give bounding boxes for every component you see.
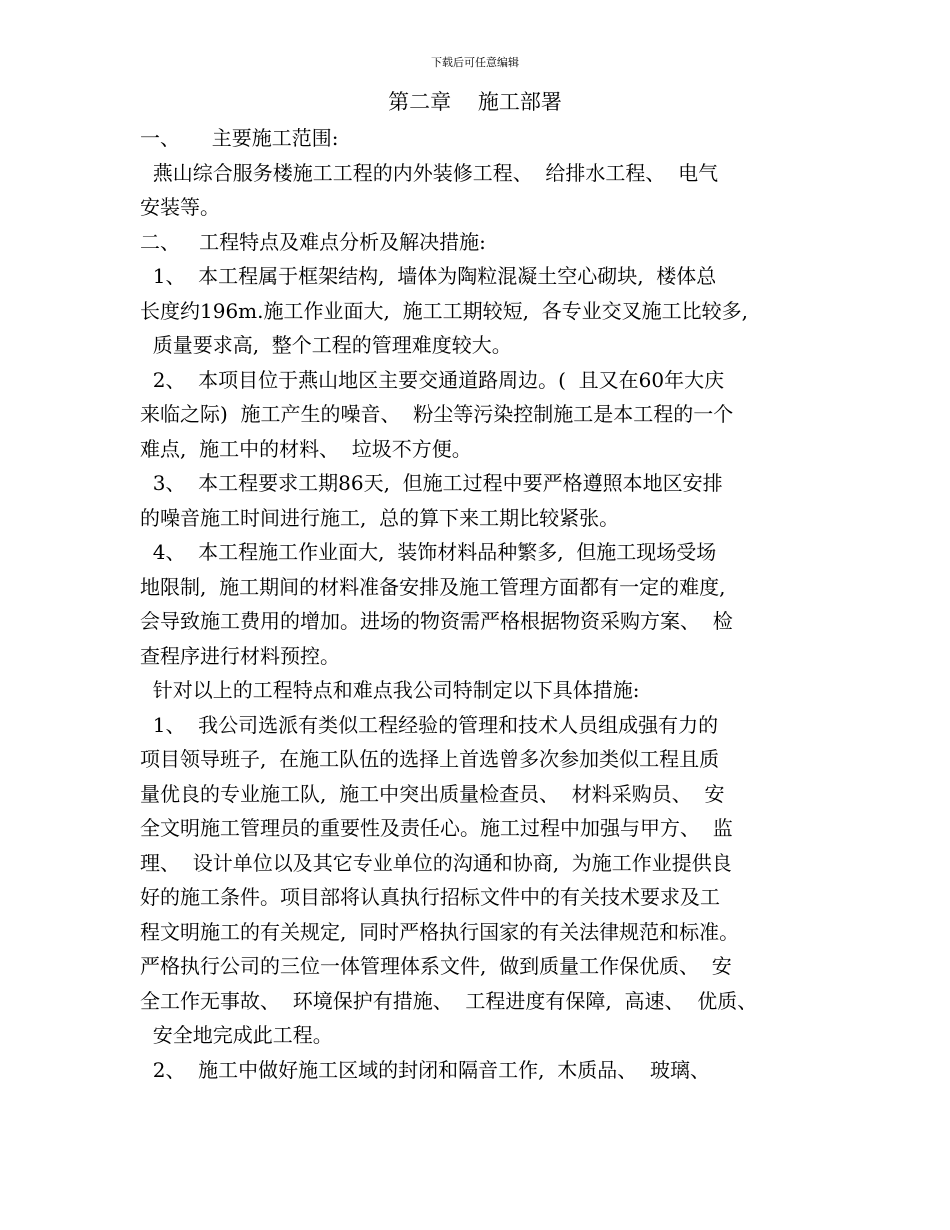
- text-line: 长度约196m.施工作业面大, 施工工期较短, 各专业交叉施工比较多,: [140, 298, 748, 323]
- text-line: 会导致施工费用的增加。进场的物资需严格根据物资采购方案、 检: [140, 609, 733, 633]
- text-line: 燕山综合服务楼施工工程的内外装修工程、 给排水工程、 电气: [140, 160, 719, 185]
- text-line: 二、 工程特点及难点分析及解决措施:: [140, 229, 486, 254]
- body-text: [140, 121, 830, 1087]
- text-line: 好的施工条件。项目部将认真执行招标文件中的有关技术要求及工: [140, 885, 720, 909]
- text-line: 程文明施工的有关规定, 同时严格执行国家的有关法律规范和标准。: [140, 919, 740, 944]
- text-line: 质量要求高, 整个工程的管理难度较大。: [140, 333, 512, 357]
- text-line: 4、 本工程施工作业面大, 装饰材料品种繁多, 但施工现场受场: [140, 540, 717, 564]
- text-line: 1、 本工程属于框架结构, 墙体为陶粒混凝土空心砌块, 楼体总: [140, 264, 717, 288]
- text-line: 1、 我公司选派有类似工程经验的管理和技术人员组成强有力的: [140, 712, 719, 737]
- text-line: 项目领导班子, 在施工队伍的选择上首选曾多次参加类似工程且质: [140, 747, 720, 771]
- text-line: 安全地完成此工程。: [140, 1023, 333, 1047]
- chapter-title: 第二章 施工部署: [388, 90, 562, 114]
- text-line: 3、 本工程要求工期86天, 但施工过程中要严格遵照本地区安排: [140, 471, 723, 495]
- text-line: 查程序进行材料预控。: [140, 643, 340, 668]
- header-note: 下载后可任意编辑: [431, 56, 519, 69]
- text-line: 全工作无事故、 环境保护有措施、 工程进度有保障, 高速、 优质、: [140, 988, 758, 1013]
- text-line: 量优良的专业施工队, 施工中突出质量检查员、 材料采购员、 安: [140, 781, 725, 806]
- text-line: 理、 设计单位以及其它专业单位的沟通和协商, 为施工作业提供良: [140, 850, 732, 875]
- text-line: 安装等。: [140, 195, 220, 219]
- text-line: 针对以上的工程特点和难点我公司特制定以下具体措施:: [140, 678, 640, 702]
- text-line: 2、 本项目位于燕山地区主要交通道路周边。( 且又在60年大庆: [140, 367, 725, 392]
- text-line: 2、 施工中做好施工区域的封闭和隔音工作, 木质品、 玻璃、: [140, 1057, 710, 1082]
- text-line: 地限制, 施工期间的材料准备安排及施工管理方面都有一定的难度,: [140, 574, 726, 599]
- text-line: 难点, 施工中的材料、 垃圾不方便。: [140, 436, 472, 461]
- text-line: 的噪音施工时间进行施工, 总的算下来工期比较紧张。: [140, 505, 620, 530]
- text-line: 全文明施工管理员的重要性及责任心。施工过程中加强与甲方、 监: [140, 816, 733, 840]
- text-line: 一、 主要施工范围:: [140, 126, 339, 150]
- text-line: 严格执行公司的三位一体管理体系文件, 做到质量工作保优质、 安: [140, 954, 732, 978]
- text-line: 来临之际) 施工产生的噪音、 粉尘等污染控制施工是本工程的一个: [140, 402, 734, 426]
